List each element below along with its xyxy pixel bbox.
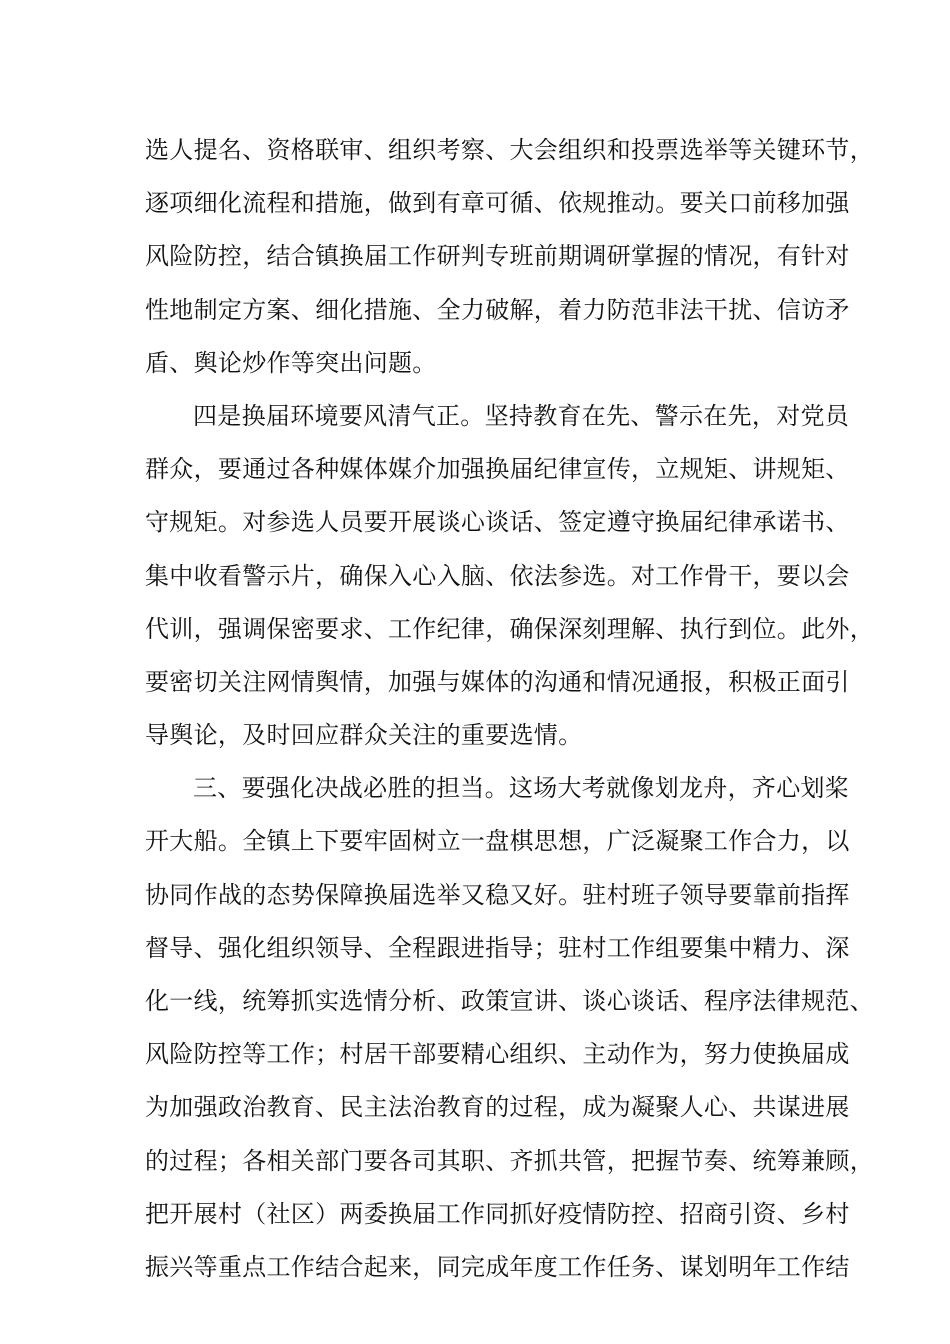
- text-line: 风险防控，结合镇换届工作研判专班前期调研掌握的情况，有针对: [145, 242, 850, 271]
- text-line: 协同作战的态势保障换届选举又稳又好。驻村班子领导要靠前指挥: [145, 880, 850, 909]
- text-line: 盾、舆论炒作等突出问题。: [145, 348, 437, 377]
- document-body: [145, 124, 874, 1294]
- text-line: 逐项细化流程和措施，做到有章可循、依规推动。要关口前移加强: [145, 189, 850, 218]
- text-line: 为加强政治教育、民主法治教育的过程，成为凝聚人心、共谋进展: [145, 1093, 850, 1122]
- text-line: 选人提名、资格联审、组织考察、大会组织和投票选举等关键环节，: [145, 136, 874, 164]
- text-line: 风险防控等工作；村居干部要精心组织、主动作为，努力使换届成: [145, 1040, 850, 1069]
- text-line: 集中收看警示片，确保入心入脑、依法参选。对工作骨干，要以会: [145, 561, 850, 590]
- text-line: 开大船。全镇上下要牢固树立一盘棋思想，广泛凝聚工作合力，以: [145, 827, 850, 856]
- text-line: 要密切关注网情舆情，加强与媒体的沟通和情况通报，积极正面引: [145, 667, 850, 696]
- text-line: 性地制定方案、细化措施、全力破解，着力防范非法干扰、信访矛: [145, 295, 850, 324]
- text-line: 守规矩。对参选人员要开展谈心谈话、签定遵守换届纪律承诺书、: [145, 508, 850, 537]
- text-line: 群众，要通过各种媒体媒介加强换届纪律宣传，立规矩、讲规矩、: [145, 455, 850, 484]
- paragraph-first-line: 三、要强化决战必胜的担当。这场大考就像划龙舟，齐心划桨: [193, 774, 850, 803]
- text-line: 督导、强化组织领导、全程跟进指导；驻村工作组要集中精力、深: [145, 933, 850, 962]
- text-line: 导舆论，及时回应群众关注的重要选情。: [145, 721, 583, 750]
- text-line: 振兴等重点工作结合起来，同完成年度工作任务、谋划明年工作结: [145, 1252, 850, 1281]
- text-line: 代训，强调保密要求、工作纪律，确保深刻理解、执行到位。此外，: [145, 614, 874, 643]
- paragraph-first-line: 四是换届环境要风清气正。坚持教育在先、警示在先，对党员: [193, 401, 850, 430]
- text-line: 把开展村（社区）两委换届工作同抓好疫情防控、招商引资、乡村: [145, 1199, 850, 1228]
- text-line: 的过程；各相关部门要各司其职、齐抓共管，把握节奏、统筹兼顾，: [145, 1146, 874, 1175]
- text-line: 化一线，统筹抓实选情分析、政策宣讲、谈心谈话、程序法律规范、: [145, 987, 874, 1015]
